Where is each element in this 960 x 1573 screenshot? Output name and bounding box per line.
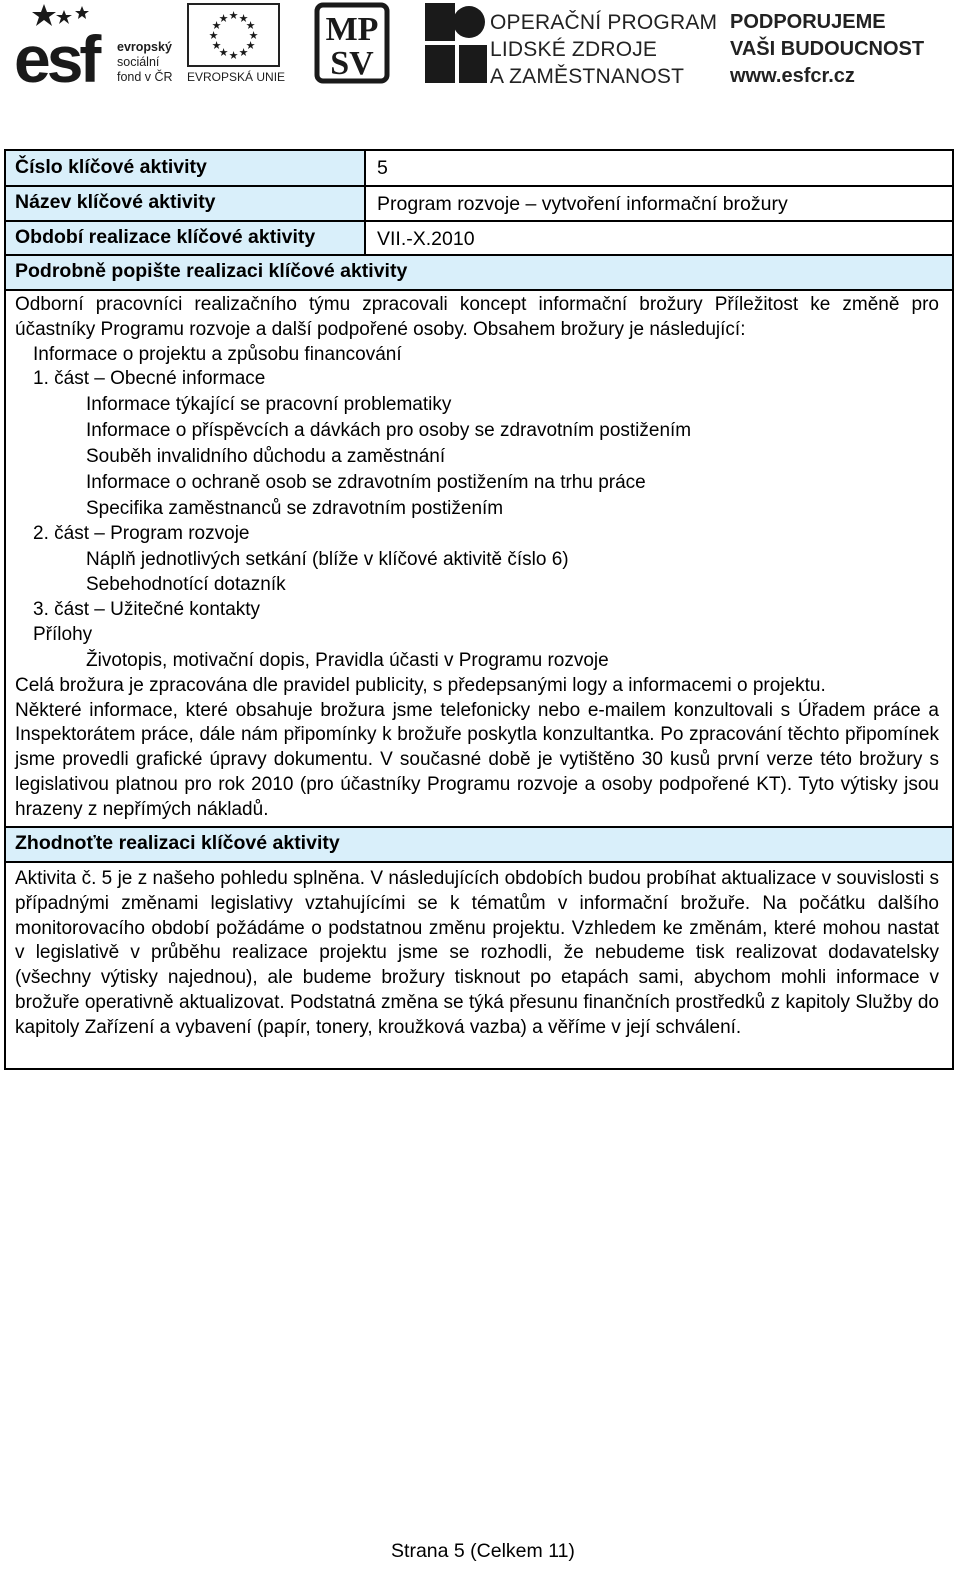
contents-item: Informace týkající se pracovní problematiky — [86, 394, 452, 416]
svg-text:★: ★ — [248, 30, 259, 42]
contents-item: Přílohy — [33, 624, 93, 646]
contents-item: Informace o projektu a způsobu financování — [33, 343, 402, 365]
activity-period-label: Období realizace klíčové aktivity — [6, 222, 366, 254]
svg-text:★: ★ — [228, 50, 239, 62]
eu-stars-icon — [189, 5, 278, 65]
describe-paragraph: Celá brožura je zpracována dle pravidel publicity, s předepsanými logy a informacemi o projektu. — [15, 674, 826, 696]
op-lzz-icon — [425, 3, 487, 83]
mpsv-logo — [314, 2, 390, 84]
svg-text:★: ★ — [218, 13, 229, 25]
contents-item: 2. část – Program rozvoje — [33, 522, 250, 544]
column-divider — [364, 151, 366, 254]
svg-text:★: ★ — [245, 40, 256, 52]
eu-flag-logo — [187, 3, 280, 67]
row-describe-header — [6, 256, 952, 289]
describe-intro: Odborní pracovníci realizačního týmu zpracovali koncept informační brožury Příležitost ke změně pro účastníky Programu rozvoje a další podpořené osoby. Obsahem brožury je následující: — [15, 294, 939, 340]
svg-text:★: ★ — [238, 13, 249, 25]
contents-item: Sebehodnotící dotazník — [86, 574, 286, 596]
svg-text:MP: MP — [325, 11, 379, 48]
activity-number-label: Číslo klíčové aktivity — [6, 151, 366, 185]
svg-text:★: ★ — [238, 47, 249, 59]
svg-text:★: ★ — [218, 47, 229, 59]
activity-number-value: 5 — [377, 157, 388, 179]
describe-paragraph: Některé informace, které obsahuje brožura jsme telefonicky nebo e-mailem konzultovali s Úřadem práce a Inspektorátem práce, dále nám připomínky k brožuře poskytla konzultantka. Po zpracování těchto připomínek jsme provedli grafické úpravy dokumentu. V současné době je vytištěno 30 kusů první verze této brožury s legislativou platnou pro rok 2010 (pro účastníky Programu rozvoje a osoby podpořené KT). Tyto výtisky jsou hrazeny z nepřímých nákladů. — [15, 699, 939, 820]
evaluate-section-body — [15, 867, 939, 1041]
activity-name-value: Program rozvoje – vytvoření informační brožury — [377, 193, 788, 215]
describe-section-body — [15, 293, 939, 823]
eu-logo-text: EVROPSKÁ UNIE — [187, 70, 286, 84]
row-activity-name — [6, 187, 952, 220]
evaluate-section-heading: Zhodnoťte realizaci klíčové aktivity — [6, 828, 952, 861]
contents-item: Náplň jednotlivých setkání (blíže v klíčové aktivitě číslo 6) — [86, 548, 569, 570]
svg-text:SV: SV — [330, 45, 374, 82]
divider — [6, 289, 952, 291]
activity-name-label: Název klíčové aktivity — [6, 187, 366, 220]
page-number: Strana 5 (Celkem 11) — [391, 1540, 575, 1562]
divider — [6, 861, 952, 863]
contents-item: Životopis, motivační dopis, Pravidla účasti v Programu rozvoje — [86, 649, 609, 671]
podporujeme-text: PODPORUJEME VAŠI BUDOUCNOST www.esfcr.cz — [730, 11, 925, 87]
header-logos — [0, 0, 960, 95]
row-activity-period — [6, 222, 952, 254]
activity-period-value: VII.-X.2010 — [377, 228, 475, 250]
contents-item: Informace o příspěvcích a dávkách pro osoby se zdravotním postižením — [86, 420, 692, 442]
row-activity-number — [6, 151, 952, 185]
contents-item: Specifika zaměstnanců se zdravotním postižením — [86, 497, 504, 519]
describe-section-heading: Podrobně popište realizaci klíčové aktivity — [6, 256, 952, 289]
svg-text:esf: esf — [14, 22, 98, 86]
esf-logo — [14, 2, 114, 86]
contents-item: Souběh invalidního důchodu a zaměstnání — [86, 446, 446, 467]
row-evaluate-header — [6, 828, 952, 861]
contents-item: 3. část – Užitečné kontakty — [33, 599, 261, 621]
svg-text:★: ★ — [228, 10, 239, 22]
op-lzz-text: OPERAČNÍ PROGRAM LIDSKÉ ZDROJE A ZAMĚSTNANOST — [490, 11, 718, 88]
esf-logo-text: evropský sociální fond v ČR — [117, 40, 173, 84]
brochure-contents-list — [15, 343, 939, 674]
svg-text:★: ★ — [245, 20, 256, 32]
contents-item: Informace o ochraně osob se zdravotním postižením na trhu práce — [86, 471, 646, 493]
activity-report-table — [4, 149, 954, 1070]
contents-item: 1. část – Obecné informace — [33, 368, 266, 390]
svg-text:★: ★ — [211, 20, 222, 32]
svg-text:★: ★ — [208, 30, 219, 42]
evaluate-paragraph: Aktivita č. 5 je z našeho pohledu splněna. V následujících obdobích budou probíhat aktualizace v souvislosti s případnými změnami legislativy vztahujícími se k tématům v informační brožuře. Na počátku dalšího monitorovacího období požádáme o podstatnou změnu projektu. Vzhledem ke změnám, které mohou nastat v legislativě v průběhu realizace projektu jsme se rozhodli, že nebudeme tisk realizovat dodavatelsky (všechny výtisky najednou), ale budeme brožury tisknout po etapách sami, abychom mohli informace v brožuře operativně aktualizovat. Podstatná změna se týká přesunu finančních prostředků z kapitoly Služby do kapitoly Zařízení a vybavení (papír, tonery, kroužková vazba) a věříme v její schválení. — [15, 868, 939, 1038]
svg-text:★: ★ — [211, 40, 222, 52]
